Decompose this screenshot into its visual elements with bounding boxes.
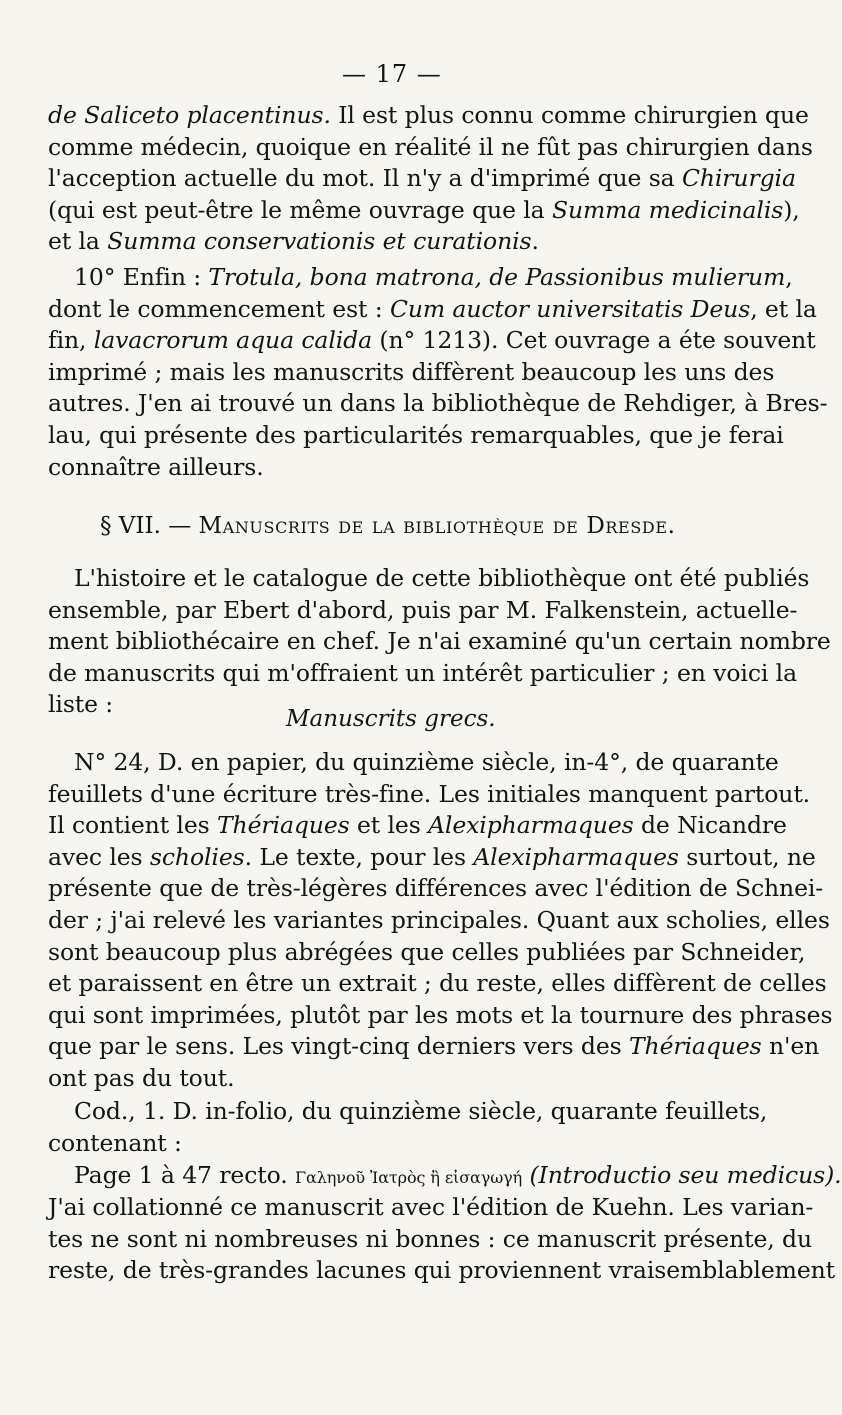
text-line: sont beaucoup plus abrégées que celles publiées par Schneider, bbox=[48, 937, 806, 966]
text-line: autres. J'en ai trouvé un dans la bibliothèque de Rehdiger, à Bres- bbox=[48, 389, 828, 418]
text-line: L'histoire et le catalogue de cette bibliothèque ont été publiés bbox=[74, 564, 810, 592]
text-line: de manuscrits qui m'offraient un intérêt particulier ; en voici la bbox=[48, 658, 797, 687]
paragraph-cod-1 bbox=[48, 1096, 768, 1159]
text-line: contenant : bbox=[48, 1128, 182, 1157]
text-line: avec les scholies. Le texte, pour les Alexipharmaques surtout, ne bbox=[48, 842, 816, 871]
paragraph-library bbox=[48, 563, 831, 721]
page-number: — 17 — bbox=[342, 60, 442, 88]
paragraph-nicandre bbox=[48, 747, 833, 1095]
text-line: der ; j'ai relevé les variantes principales. Quant aux scholies, elles bbox=[48, 905, 830, 934]
text-line: liste : bbox=[48, 690, 114, 719]
text-line: ensemble, par Ebert d'abord, puis par M. Falkenstein, actuelle- bbox=[48, 595, 798, 624]
text-line: Cod., 1. D. in-folio, du quinzième siècle, quarante feuillets, bbox=[74, 1097, 768, 1125]
text-line: tes ne sont ni nombreuses ni bonnes : ce manuscrit présente, du bbox=[48, 1224, 813, 1253]
text-line: 10° Enfin : Trotula, bona matrona, de Passionibus mulierum, bbox=[74, 263, 793, 291]
text-line: Il contient les Thériaques et les Alexipharmaques de Nicandre bbox=[48, 811, 787, 840]
text-line: comme médecin, quoique en réalité il ne fût pas chirurgien dans bbox=[48, 132, 813, 161]
text-line: ont pas du tout. bbox=[48, 1063, 235, 1092]
section-heading: § VII. — Manuscrits de la bibliothèque de Dresde. bbox=[100, 513, 676, 539]
text-line: dont le commencement est : Cum auctor universitatis Deus, et la bbox=[48, 294, 817, 323]
text-line: N° 24, D. en papier, du quinzième siècle, in-4°, de quarante bbox=[74, 748, 779, 776]
paragraph-saliceto bbox=[48, 100, 813, 258]
text-line: lau, qui présente des particularités remarquables, que je ferai bbox=[48, 420, 784, 449]
text-line: et paraissent en être un extrait ; du reste, elles diffèrent de celles bbox=[48, 969, 827, 998]
text-line: imprimé ; mais les manuscrits diffèrent beaucoup les uns des bbox=[48, 357, 775, 386]
text-line: (qui est peut-être le même ouvrage que la Summa medicinalis), bbox=[48, 195, 800, 224]
greek-title: Γαληνοῦ Ἰατρὸς ἢ εἰσαγωγή bbox=[294, 1168, 523, 1187]
text-line: J'ai collationné ce manuscrit avec l'édition de Kuehn. Les varian- bbox=[48, 1193, 814, 1221]
sub-heading: Manuscrits grecs. bbox=[286, 706, 496, 732]
text-line: de Saliceto placentinus. Il est plus connu comme chirurgien que bbox=[48, 101, 809, 129]
text-line: connaître ailleurs. bbox=[48, 452, 264, 481]
text-line: qui sont imprimées, plutôt par les mots et la tournure des phrases bbox=[48, 1000, 833, 1029]
paragraph-page-range bbox=[48, 1160, 842, 1194]
text-line: présente que de très-légères différences avec l'édition de Schnei- bbox=[48, 874, 824, 903]
text-line: reste, de très-grandes lacunes qui proviennent vraisemblablement bbox=[48, 1256, 836, 1285]
text-line: fin, lavacrorum aqua calida (n° 1213). Cet ouvrage a éte souvent bbox=[48, 326, 816, 355]
paragraph-trotula bbox=[48, 262, 828, 483]
text-line: que par le sens. Les vingt-cinq derniers vers des Thériaques n'en bbox=[48, 1032, 820, 1061]
text-line: feuillets d'une écriture très-fine. Les initiales manquent partout. bbox=[48, 779, 811, 808]
paragraph-kuehn bbox=[48, 1192, 836, 1287]
text-line: l'acception actuelle du mot. Il n'y a d'imprimé que sa Chirurgia bbox=[48, 164, 796, 193]
text-line: Page 1 à 47 recto. Γαληνοῦ Ἰατρὸς ἢ εἰσαγωγή (Introductio seu medicus). bbox=[74, 1161, 842, 1189]
text-line: ment bibliothécaire en chef. Je n'ai examiné qu'un certain nombre bbox=[48, 627, 831, 656]
text-line: et la Summa conservationis et curationis. bbox=[48, 227, 539, 256]
